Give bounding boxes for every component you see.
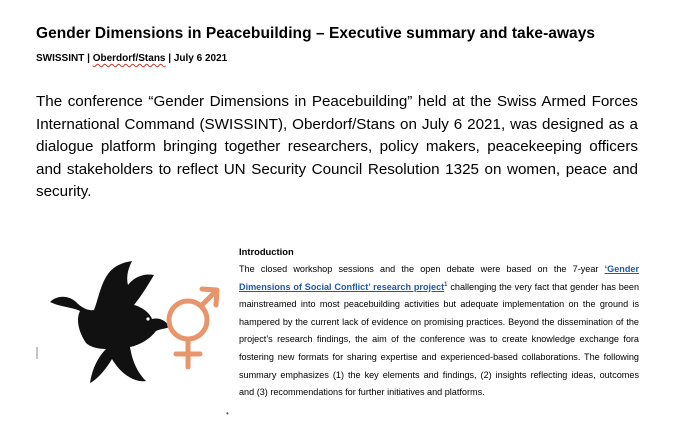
intro-text-start: The closed workshop sessions and the open debate were based on the 7-year bbox=[239, 264, 605, 274]
introduction-body bbox=[239, 261, 639, 402]
introduction-section bbox=[239, 245, 639, 402]
introduction-heading: Introduction bbox=[239, 246, 294, 257]
document-title: Gender Dimensions in Peacebuilding – Executive summary and take-aways bbox=[36, 25, 596, 42]
meta-separator-2: | bbox=[165, 53, 174, 64]
meta-org: SWISSINT bbox=[36, 53, 85, 64]
intro-text-end: challenging the very fact that gender has been mainstreamed into most peacebuilding activities but adequate implementation on the ground is hampered by the current lack of evidence on promising practices. Beyond the dissemination of the project’s research findings, the aim of the conference was to create knowledge exchange fora fostering new formats for sharing expertise and experienced-based collaborations. The following summary emphasizes (1) the key elements and findings, (2) insights reflecting ideas, outcomes and (3) recommendations for further initiatives and platforms. bbox=[239, 281, 640, 398]
meta-separator: | bbox=[84, 53, 93, 64]
gender-symbol-icon bbox=[169, 289, 217, 367]
dove-gender-symbol-icon bbox=[36, 255, 231, 405]
dove-icon bbox=[50, 261, 170, 383]
footnote-marker[interactable]: 1 bbox=[444, 281, 448, 288]
bullet-mark: • bbox=[226, 409, 229, 418]
research-project-link[interactable]: ‘Gender Dimensions of Social Conflict’ research project bbox=[239, 264, 639, 292]
lead-paragraph: The conference “Gender Dimensions in Peacebuilding” held at the Swiss Armed Forces International Command (SWISSINT), Oberdorf/Stans on July 6 2021, was designed as a dialogue platform bringing together researchers, policy makers, peacekeeping officers and stakeholders to reflect UN Security Council Resolution 1325 on women, peace and security. bbox=[36, 93, 638, 201]
meta-date: July 6 2021 bbox=[173, 53, 228, 64]
meta-place: Oberdorf/Stans bbox=[92, 53, 166, 64]
document-meta bbox=[36, 53, 227, 64]
